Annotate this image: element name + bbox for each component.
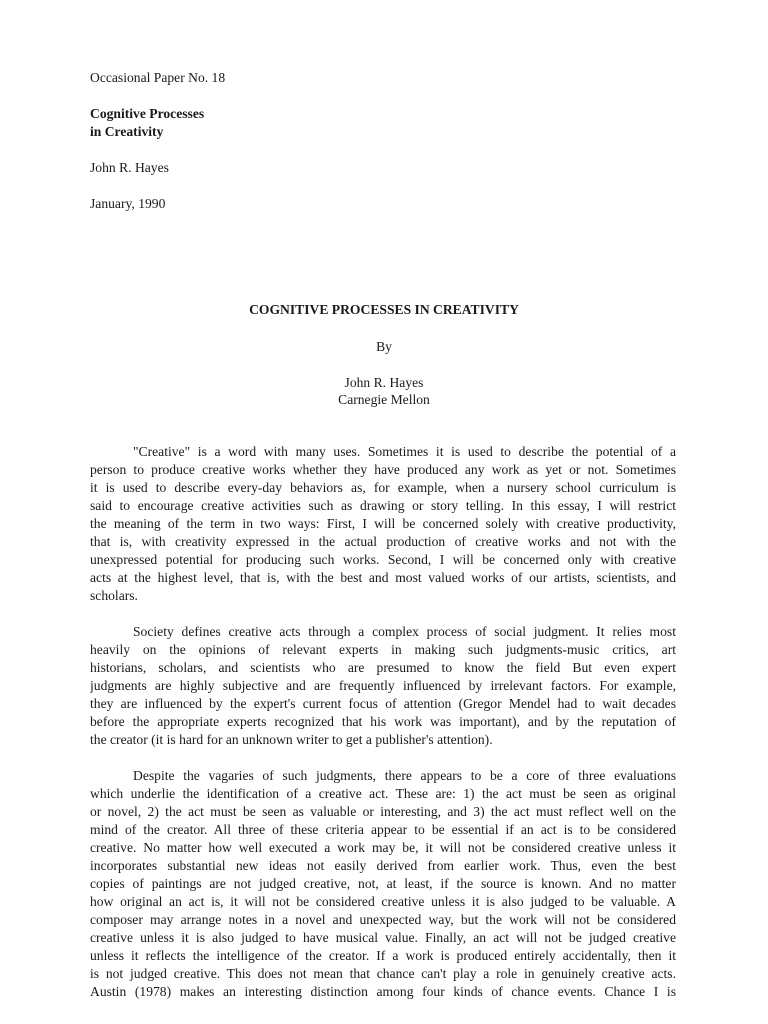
paragraph-line: or novel, 2) the act must be seen as valuable or interesting, and 3) the act must reflect well on the	[90, 804, 676, 819]
paragraph-line: is not judged creative. This does not mean that chance can't play a role in genuinely creative acts.	[90, 966, 676, 981]
paragraph-line: scholars.	[90, 588, 138, 603]
paragraph-1	[90, 443, 676, 605]
paragraph-line: mind of the creator. All three of these criteria appear to be essential if an act is to be considered	[90, 822, 676, 837]
paragraph-line: heavily on the opinions of relevant experts in making such judgments-music critics, art	[90, 642, 676, 657]
paragraph-line: incorporates substantial new ideas not easily derived from earlier work. Thus, even the best	[90, 858, 676, 873]
paragraph-line: acts at the highest level, that is, with the best and most valued works of our artists, scientists, and	[90, 570, 676, 585]
paragraph-line: unless it reflects the intelligence of the creator. If a work is produced entirely accidentally, then it	[90, 948, 676, 963]
paragraph-line: historians, scholars, and scientists who are presumed to know the field But even expert	[90, 660, 676, 675]
paragraph-line: "Creative" is a word with many uses. Sometimes it is used to describe the potential of a	[133, 444, 676, 459]
paragraph-line: before the appropriate experts recognized that his work was important), and by the reputation of	[90, 714, 676, 729]
paragraph-line: how original an act is, it will not be considered creative unless it is also judged to be valuable. A	[90, 894, 676, 909]
paragraph-line: Austin (1978) makes an interesting distinction among four kinds of chance events. Chance I is	[90, 984, 676, 999]
paragraph-line: creative unless it is also judged to have musical value. Finally, an act will not be judged creative	[90, 930, 676, 945]
front-author: John R. Hayes	[90, 160, 169, 175]
paragraph-line: said to encourage creative activities such as drawing or story telling. In this essay, I will restrict	[90, 498, 676, 513]
front-date: January, 1990	[90, 196, 166, 211]
paragraph-3	[90, 767, 676, 1001]
short-title-line-1: Cognitive Processes	[90, 106, 205, 121]
paragraph-line: copies of paintings are not judged creative, not, at least, if the source is known. And no matter	[90, 876, 676, 891]
series-label: Occasional Paper No. 18	[90, 70, 226, 85]
byline: By	[376, 339, 392, 354]
paragraph-line: Society defines creative acts through a complex process of social judgment. It relies most	[133, 624, 676, 639]
paragraph-line: the creator (it is hard for an unknown writer to get a publisher's attention).	[90, 732, 493, 747]
paragraph-line: composer may arrange notes in a novel and unexpected way, but the work will not be considered	[90, 912, 676, 927]
heading-affiliation: Carnegie Mellon	[338, 392, 430, 407]
paragraph-2	[90, 623, 676, 749]
paragraph-line: Despite the vagaries of such judgments, there appears to be a core of three evaluations	[133, 768, 676, 783]
paragraph-line: the meaning of the term in two ways: First, I will be concerned solely with creative productivity,	[90, 516, 676, 531]
paragraph-line: creative. No matter how well executed a work may be, it will not be considered creative unless it	[90, 840, 676, 855]
paragraph-line: unexpressed potential for producing such works. Second, I will be concerned only with creative	[90, 552, 676, 567]
short-title-line-2: in Creativity	[90, 124, 164, 139]
paragraph-line: it is used to describe every-day behaviors as, for example, when a nursery school curriculum is	[90, 480, 676, 495]
paper-title: COGNITIVE PROCESSES IN CREATIVITY	[249, 302, 519, 317]
heading-author: John R. Hayes	[344, 375, 424, 390]
paragraph-line: judgments are highly subjective and are frequently influenced by irrelevant factors. For example,	[90, 678, 676, 693]
paragraph-line: person to produce creative works whether they have produced any work as yet or not. Sometimes	[90, 462, 676, 477]
paragraph-line: which underlie the identification of a creative act. These are: 1) the act must be seen as original	[90, 786, 676, 801]
paragraph-line: that is, with creativity expressed in the actual production of creative works and not with the	[90, 534, 676, 549]
paragraph-line: they are influenced by the expert's current focus of attention (Gregor Mendel had to wait decades	[90, 696, 676, 711]
